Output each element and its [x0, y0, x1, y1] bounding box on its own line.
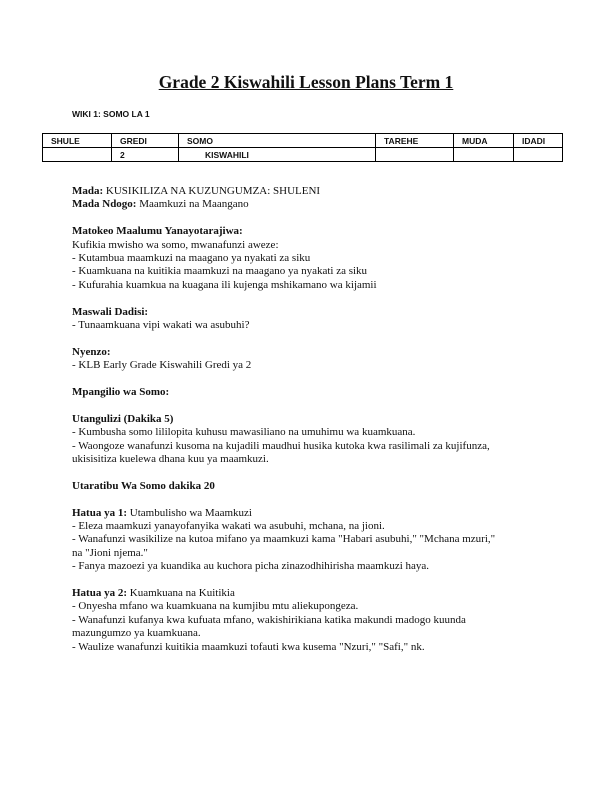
mada-value: KUSIKILIZA NA KUZUNGUMZA: SHULENI: [105, 185, 321, 197]
resources-section: [72, 346, 552, 373]
introduction-section: [72, 413, 552, 467]
questions-section: [72, 306, 552, 333]
list-item: - Eleza maamkuzi yanayofanyika wakati wa asubuhi, mchana, na jioni.: [72, 520, 385, 533]
list-item: - KLB Early Grade Kiswahili Gredi ya 2: [72, 359, 252, 372]
list-item: - Fanya mazoezi ya kuandika au kuchora picha zinazodhihirisha maamkuzi haya.: [72, 560, 430, 573]
list-item: - Kumbusha somo lililopita kuhusu mawasiliano na umuhimu wa kuamkuana.: [72, 426, 416, 439]
table-header-row: [43, 134, 563, 148]
introduction-heading: Utangulizi (Dakika 5): [72, 412, 174, 425]
mada-ndogo-label: Mada Ndogo:: [72, 198, 137, 211]
lesson-plan-section: [72, 386, 552, 399]
document-title: Grade 2 Kiswahili Lesson Plans Term 1: [158, 72, 454, 92]
list-item: - Wanafunzi wasikilize na kutoa mifano ya maamkuzi kama "Habari asubuhi," "Mchana mzuri,": [72, 533, 496, 546]
list-item: na "Jioni njema.": [72, 546, 148, 559]
week-lesson-label: WIKI 1: SOMO LA 1: [72, 109, 150, 119]
list-item: - Onyesha mfano wa kuamkuana na kumjibu mtu aliekupongeza.: [72, 600, 359, 613]
header-gredi: GREDI: [112, 134, 179, 148]
list-item: - Waulize wanafunzi kuitikia maamkuzi tofauti kwa kusema "Nzuri," "Safi," nk.: [72, 640, 425, 653]
mada-ndogo-value: Maamkuzi na Maangano: [139, 198, 249, 211]
list-item: - Waongoze wanafunzi kusoma na kujadili maudhui husika kutoka kwa rasilimali za kujifunza,: [72, 439, 490, 452]
step-1-section: [72, 507, 552, 574]
resources-heading: Nyenzo:: [72, 345, 111, 358]
topic-section: [72, 185, 552, 212]
lesson-plan-heading: Mpangilio wa Somo:: [72, 386, 170, 399]
list-item: - Wanafunzi kufanya kwa kufuata mfano, wakishirikiana katika makundi madogo kuunda: [72, 613, 466, 626]
list-item: - Kuamkuana na kuitikia maamkuzi na maagano ya nyakati za siku: [72, 265, 368, 278]
step-2-label: Hatua ya 2:: [72, 587, 127, 600]
header-muda: MUDA: [454, 134, 514, 148]
cell-somo: KISWAHILI: [179, 148, 376, 162]
step-1-title: Utambulisho wa Maamkuzi: [129, 506, 252, 519]
header-tarehe: TAREHE: [376, 134, 454, 148]
mada-label: Mada:: [72, 185, 104, 197]
table-row: [43, 148, 563, 162]
procedure-section: [72, 480, 552, 493]
lesson-body: [72, 185, 552, 667]
header-idadi: IDADI: [514, 134, 563, 148]
list-item: Kufikia mwisho wa somo, mwanafunzi aweze:: [72, 238, 279, 251]
cell-gredi: 2: [112, 148, 179, 162]
list-item: - Kutambua maamkuzi na maagano ya nyakati za siku: [72, 252, 311, 265]
header-shule: SHULE: [43, 134, 112, 148]
list-item: - Kufurahia kuamkua na kuagana ili kujenga mshikamano wa kijamii: [72, 278, 377, 291]
questions-heading: Maswali Dadisi:: [72, 305, 149, 318]
step-2-title: Kuamkuana na Kuitikia: [129, 587, 235, 600]
outcomes-heading: Matokeo Maalumu Yanayotarajiwa:: [72, 225, 243, 238]
cell-muda: [454, 148, 514, 162]
list-item: mazungumzo ya kuamkuana.: [72, 627, 201, 640]
cell-shule: [43, 148, 112, 162]
lesson-info-table: [42, 133, 563, 162]
header-somo: SOMO: [179, 134, 376, 148]
list-item: ukisisitiza kuelewa dhana kuu ya maamkuzi.: [72, 453, 269, 466]
step-2-section: [72, 587, 552, 654]
cell-idadi: [514, 148, 563, 162]
step-1-label: Hatua ya 1:: [72, 506, 127, 519]
cell-tarehe: [376, 148, 454, 162]
procedure-heading: Utaratibu Wa Somo dakika 20: [72, 479, 215, 492]
list-item: - Tunaamkuana vipi wakati wa asubuhi?: [72, 319, 250, 332]
outcomes-section: [72, 225, 552, 292]
